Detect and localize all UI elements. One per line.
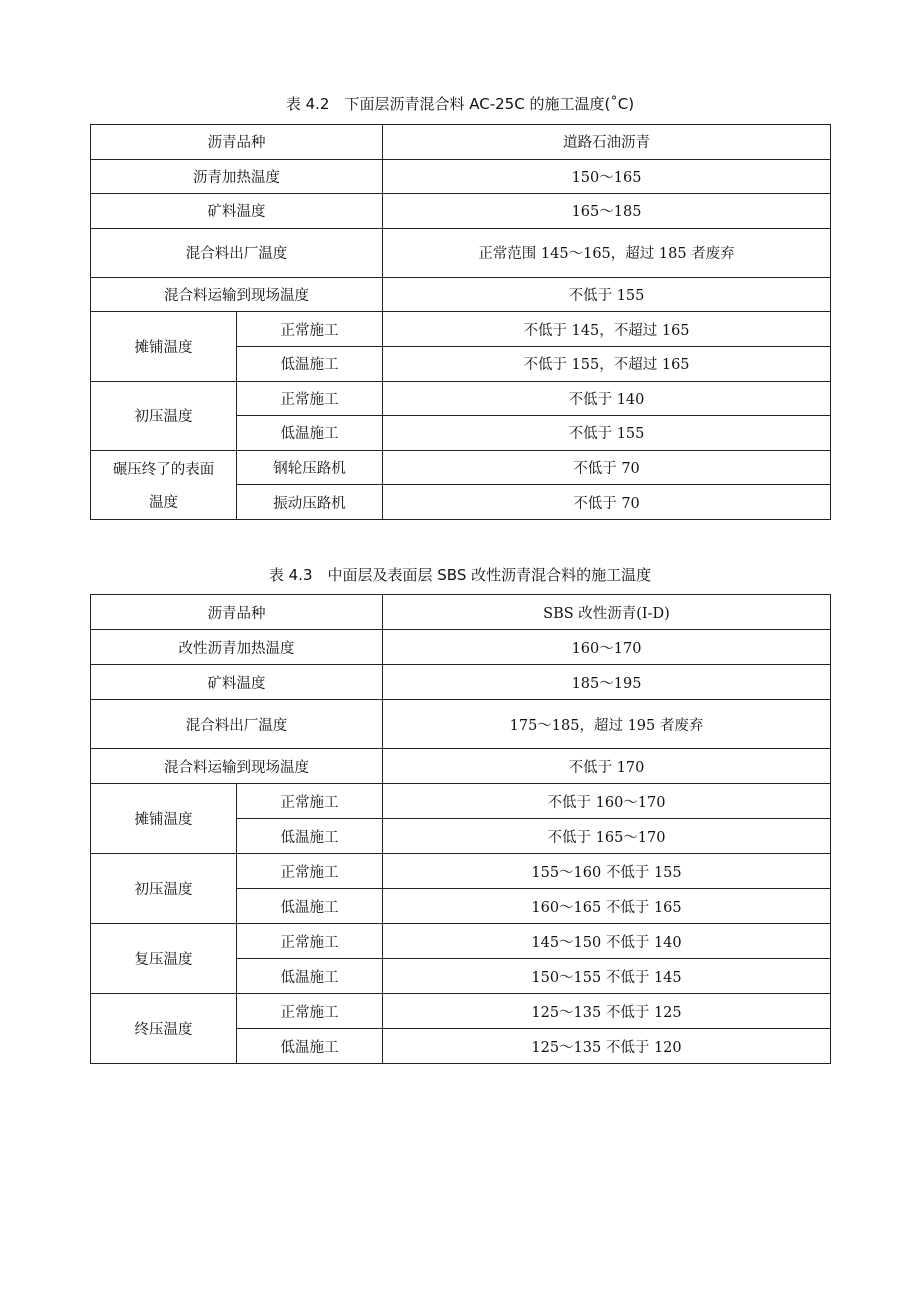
- table-row: [91, 277, 831, 312]
- row-value-cell: 不低于 140: [383, 381, 831, 416]
- row-label-cell: 改性沥青加热温度: [91, 630, 383, 665]
- row-value-cell: 150～165: [383, 159, 831, 194]
- group-label-cell: 初压温度: [91, 381, 237, 450]
- table-row: [91, 924, 831, 959]
- row-label-cell: 混合料出厂温度: [91, 228, 383, 277]
- row-label-cell: 沥青加热温度: [91, 159, 383, 194]
- table-4-3: [90, 594, 831, 1064]
- table-row: [91, 194, 831, 229]
- group-label-cell: 摊铺温度: [91, 312, 237, 381]
- sub-label-cell: 正常施工: [237, 994, 383, 1029]
- header-value-cell: 道路石油沥青: [383, 125, 831, 160]
- row-label-cell: 混合料出厂温度: [91, 700, 383, 749]
- table-4-3-caption: 表 4.3 中面层及表面层 SBS 改性沥青混合料的施工温度: [268, 566, 652, 584]
- row-label-cell: 矿料温度: [91, 665, 383, 700]
- group-label-cell: 复压温度: [91, 924, 237, 994]
- sub-label-cell: 低温施工: [237, 346, 383, 381]
- row-value-cell: 160～165 不低于 165: [383, 889, 831, 924]
- table-row: [91, 630, 831, 665]
- row-value-cell: 155～160 不低于 155: [383, 854, 831, 889]
- row-value-cell: 不低于 155: [383, 277, 831, 312]
- row-value-cell: 不低于 170: [383, 749, 831, 784]
- table-row: [91, 854, 831, 889]
- table-row: [91, 381, 831, 416]
- group-label-cell: [91, 450, 237, 519]
- row-value-cell: 不低于 155: [383, 416, 831, 451]
- row-value-cell: 125～135 不低于 120: [383, 1029, 831, 1064]
- row-value-cell: 不低于 70: [383, 450, 831, 485]
- table-row: [91, 450, 831, 485]
- sub-label-cell: 正常施工: [237, 924, 383, 959]
- header-label-cell: 沥青品种: [91, 125, 383, 160]
- row-label-cell: 矿料温度: [91, 194, 383, 229]
- table-row: [91, 994, 831, 1029]
- sub-label-cell: 低温施工: [237, 819, 383, 854]
- group-label-line: 温度: [149, 494, 178, 511]
- row-label-cell: 混合料运输到现场温度: [91, 749, 383, 784]
- row-value-cell: 145～150 不低于 140: [383, 924, 831, 959]
- table-row: [91, 228, 831, 277]
- row-value-cell: 正常范围 145～165，超过 185 者废弃: [383, 228, 831, 277]
- row-value-cell: 125～135 不低于 125: [383, 994, 831, 1029]
- sub-label-cell: 正常施工: [237, 381, 383, 416]
- row-value-cell: 不低于 70: [383, 485, 831, 520]
- table-4-2: [90, 124, 831, 520]
- row-label-cell: 混合料运输到现场温度: [91, 277, 383, 312]
- table-4-2-caption: 表 4.2 下面层沥青混合料 AC-25C 的施工温度(˚C): [285, 95, 635, 113]
- sub-label-cell: 正常施工: [237, 312, 383, 347]
- table-row: [91, 312, 831, 347]
- row-value-cell: 不低于 165～170: [383, 819, 831, 854]
- sub-label-cell: 钢轮压路机: [237, 450, 383, 485]
- table-row: [91, 595, 831, 630]
- row-value-cell: 160～170: [383, 630, 831, 665]
- group-label-cell: 摊铺温度: [91, 784, 237, 854]
- group-label-cell: 初压温度: [91, 854, 237, 924]
- table-row: [91, 125, 831, 160]
- sub-label-cell: 低温施工: [237, 889, 383, 924]
- table-row: [91, 665, 831, 700]
- sub-label-cell: 低温施工: [237, 416, 383, 451]
- row-value-cell: 不低于 145，不超过 165: [383, 312, 831, 347]
- row-value-cell: 不低于 155，不超过 165: [383, 346, 831, 381]
- table-row: [91, 749, 831, 784]
- header-value-cell: SBS 改性沥青(I-D): [383, 595, 831, 630]
- row-value-cell: 150～155 不低于 145: [383, 959, 831, 994]
- header-label-cell: 沥青品种: [91, 595, 383, 630]
- sub-label-cell: 正常施工: [237, 854, 383, 889]
- row-value-cell: 165～185: [383, 194, 831, 229]
- sub-label-cell: 低温施工: [237, 1029, 383, 1064]
- sub-label-cell: 正常施工: [237, 784, 383, 819]
- group-label-line: 碾压终了的表面: [112, 461, 215, 478]
- group-label-cell: 终压温度: [91, 994, 237, 1064]
- row-value-cell: 不低于 160～170: [383, 784, 831, 819]
- sub-label-cell: 低温施工: [237, 959, 383, 994]
- table-row: [91, 784, 831, 819]
- table-row: [91, 159, 831, 194]
- table-row: [91, 700, 831, 749]
- sub-label-cell: 振动压路机: [237, 485, 383, 520]
- row-value-cell: 185～195: [383, 665, 831, 700]
- row-value-cell: 175～185，超过 195 者废弃: [383, 700, 831, 749]
